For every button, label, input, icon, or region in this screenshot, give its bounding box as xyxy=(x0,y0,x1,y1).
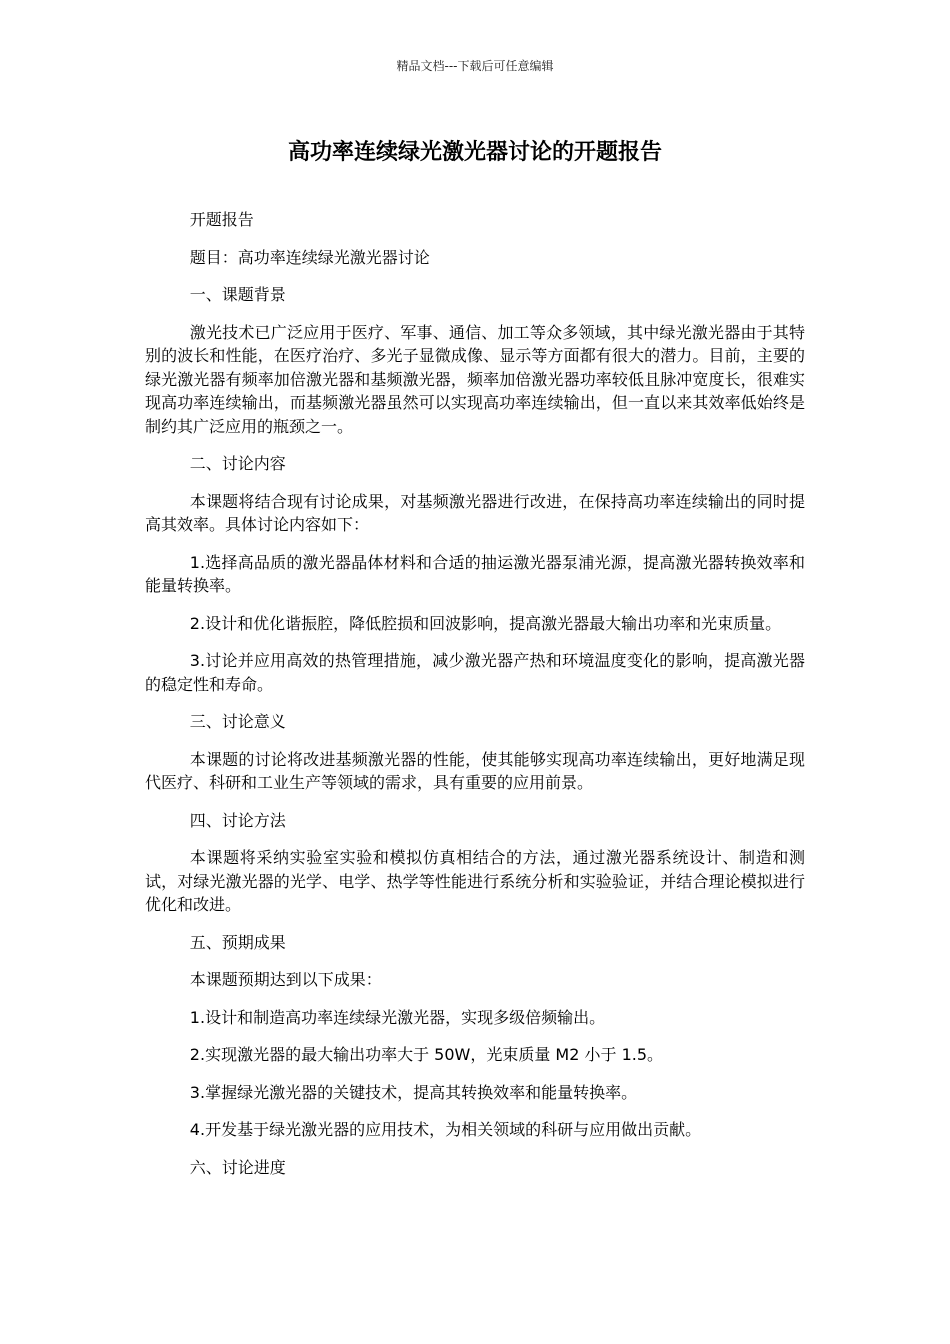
content-item-2: 2.设计和优化谐振腔，降低腔损和回波影响，提高激光器最大输出功率和光束质量。 xyxy=(189,613,782,633)
topic-line: 题目：高功率连续绿光激光器讨论 xyxy=(189,247,430,267)
outcome-item-2: 2.实现激光器的最大输出功率大于 50W，光束质量 M2 小于 1.5。 xyxy=(189,1045,664,1064)
outcome-item-4: 4.开发基于绿光激光器的应用技术，为相关领域的科研与应用做出贡献。 xyxy=(189,1120,702,1139)
section-heading-outcomes: 五、预期成果 xyxy=(189,932,286,952)
document-title: 高功率连续绿光激光器讨论的开题报告 xyxy=(287,140,662,165)
section-heading-significance: 三、讨论意义 xyxy=(189,712,286,731)
background-paragraph: 激光技术已广泛应用于医疗、军事、通信、加工等众多领域，其中绿光激光器由于其特别的波长和性能，在医疗治疗、多光子显微成像、显示等方面都有很大的潜力。目前，主要的绿光激光器有频率加倍激光器和基频激光器，频率加倍激光器功率较低且脉冲宽度长，很难实现高功率连续输出，而基频激光器虽然可以实现高功率连续输出，但一直以来其效率低始终是制约其广泛应用的瓶颈之一。 xyxy=(145,322,805,436)
content-intro-paragraph: 本课题将结合现有讨论成果，对基频激光器进行改进，在保持高功率连续输出的同时提高其效率。具体讨论内容如下： xyxy=(145,491,805,534)
label-report: 开题报告 xyxy=(189,210,254,229)
section-heading-background: 一、课题背景 xyxy=(189,285,286,304)
outcomes-intro: 本课题预期达到以下成果： xyxy=(189,970,382,989)
section-heading-method: 四、讨论方法 xyxy=(189,810,286,830)
content-item-3: 3.讨论并应用高效的热管理措施，减少激光器产热和环境温度变化的影响，提高激光器的稳定性和寿命。 xyxy=(145,651,805,694)
content-item-1: 1.选择高品质的激光器晶体材料和合适的抽运激光器泵浦光源，提高激光器转换效率和能量转换率。 xyxy=(145,552,805,595)
method-paragraph: 本课题将采纳实验室实验和模拟仿真相结合的方法，通过激光器系统设计、制造和测试，对绿光激光器的光学、电学、热学等性能进行系统分析和实验验证，并结合理论模拟进行优化和改进。 xyxy=(145,848,805,914)
section-heading-schedule: 六、讨论进度 xyxy=(189,1157,286,1177)
document-body xyxy=(145,208,805,1193)
outcome-item-1: 1.设计和制造高功率连续绿光激光器，实现多级倍频输出。 xyxy=(189,1007,606,1027)
page-header: 精品文档---下载后可任意编辑 xyxy=(396,59,554,73)
significance-paragraph: 本课题的讨论将改进基频激光器的性能，使其能够实现高功率连续输出，更好地满足现代医疗、科研和工业生产等领域的需求，具有重要的应用前景。 xyxy=(145,749,805,792)
section-heading-content: 二、讨论内容 xyxy=(189,454,286,473)
outcome-item-3: 3.掌握绿光激光器的关键技术，提高其转换效率和能量转换率。 xyxy=(189,1082,638,1102)
